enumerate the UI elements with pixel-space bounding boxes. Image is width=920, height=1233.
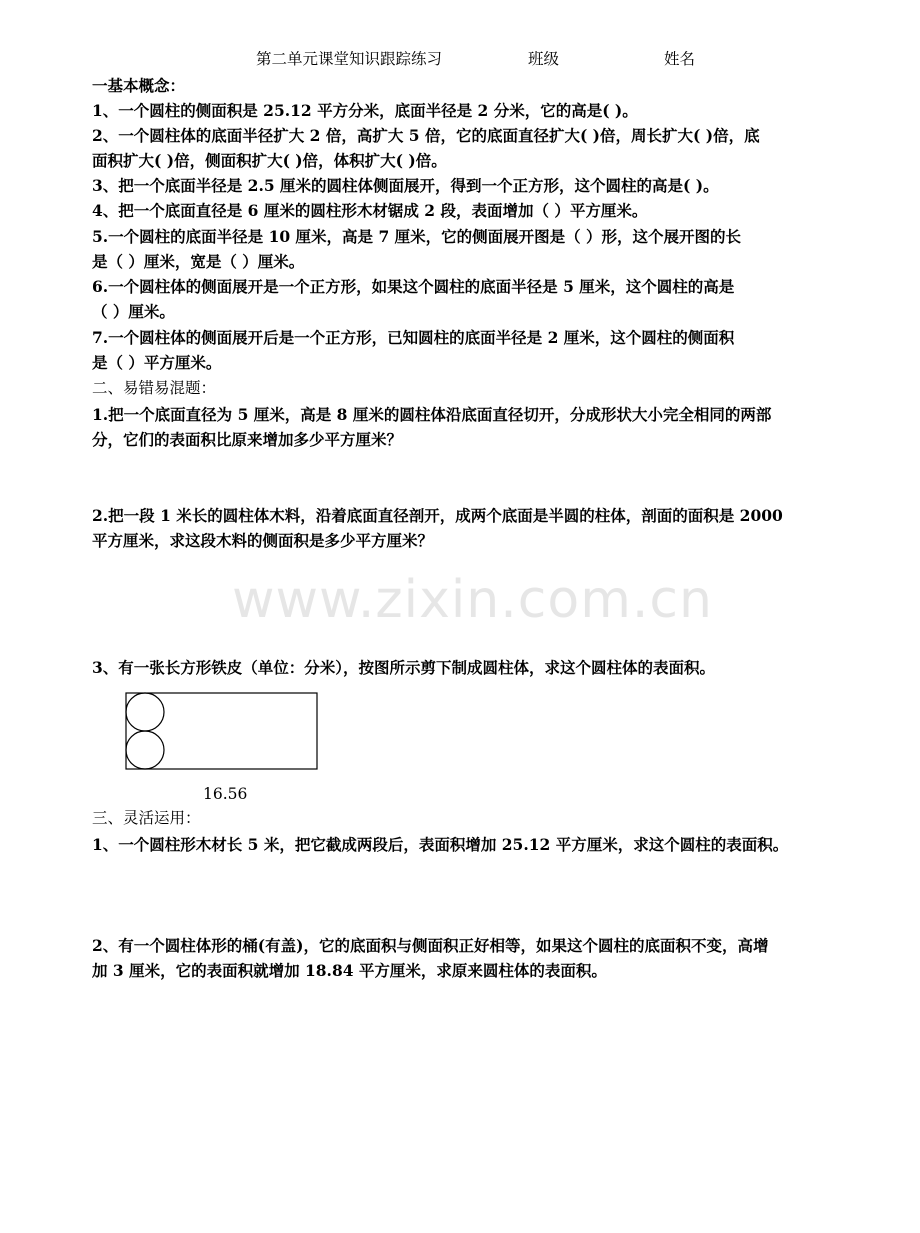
s1-line-4: 3、把一个底面半径是 2.5 厘米的圆柱体侧面展开，得到一个正方形，这个圆柱的高是( )。 (92, 176, 719, 195)
s2-q2-line-1: 2.把一段 1 米长的圆柱体木料，沿着底面直径剖开，成两个底面是半圆的柱体，剖面的面积是 2000 (92, 506, 783, 525)
s1-line-7: 是（ ）厘米，宽是（ ）厘米。 (92, 252, 305, 271)
section2-heading: 二、易错易混题： (92, 379, 217, 397)
s1-line-2: 2、一个圆柱体的底面半径扩大 2 倍，高扩大 5 倍，它的底面直径扩大( )倍，周长扩大( )倍，底 (92, 126, 760, 145)
s3-q1-line-1: 1、一个圆柱形木材长 5 米，把它截成两段后，表面积增加 25.12 平方厘米，求这个圆柱的表面积。 (92, 835, 789, 854)
s2-q1-line-2: 分，它们的表面积比原来增加多少平方厘米？ (92, 430, 403, 449)
s3-q2-line-1: 2、有一个圆柱体形的桶(有盖)，它的底面积与侧面积正好相等，如果这个圆柱的底面积不变，高增 (92, 936, 769, 955)
s1-line-9: （ ）厘米。 (92, 302, 175, 321)
rectangle-sheet (126, 693, 317, 769)
s1-line-1: 1、一个圆柱的侧面积是 25.12 平方分米，底面半径是 2 分米，它的高是( )。 (92, 101, 638, 120)
figure-length-label: 16.56 (203, 785, 248, 803)
circle-bottom (126, 731, 164, 769)
s1-line-5: 4、把一个底面直径是 6 厘米的圆柱形木材锯成 2 段，表面增加（ ）平方厘米。 (92, 201, 648, 220)
name-label: 姓名 (664, 50, 696, 68)
s2-q1-line-1: 1.把一个底面直径为 5 厘米，高是 8 厘米的圆柱体沿底面直径切开，分成形状大小完全相同的两部 (92, 405, 772, 424)
worksheet-title: 第二单元课堂知识跟踪练习 (256, 50, 443, 68)
s1-line-10: 7.一个圆柱体的侧面展开后是一个正方形，已知圆柱的底面半径是 2 厘米，这个圆柱的侧面积 (92, 328, 735, 347)
section3-heading: 三、灵活运用： (92, 809, 201, 827)
s2-q3-line-1: 3、有一张长方形铁皮（单位：分米），按图所示剪下制成圆柱体，求这个圆柱体的表面积。 (92, 658, 716, 677)
section1-heading: 一基本概念： (92, 76, 186, 95)
circle-top (126, 693, 164, 731)
s1-line-11: 是（ ）平方厘米。 (92, 353, 222, 372)
s3-q2-line-2: 加 3 厘米，它的表面积就增加 18.84 平方厘米，求原来圆柱体的表面积。 (92, 961, 607, 980)
s1-line-3: 面积扩大( )倍，侧面积扩大( )倍，体积扩大( )倍。 (92, 151, 447, 170)
sheet-metal-figure (124, 691, 320, 773)
s2-q2-line-2: 平方厘米，求这段木料的侧面积是多少平方厘米？ (92, 531, 434, 550)
class-label: 班级 (528, 50, 560, 68)
s1-line-8: 6.一个圆柱体的侧面展开是一个正方形，如果这个圆柱的底面半径是 5 厘米，这个圆柱的高是 (92, 277, 735, 296)
watermark: www.zixin.com.cn (232, 570, 713, 630)
s1-line-6: 5.一个圆柱的底面半径是 10 厘米，高是 7 厘米，它的侧面展开图是（ ）形，这个展开图的长 (92, 227, 742, 246)
